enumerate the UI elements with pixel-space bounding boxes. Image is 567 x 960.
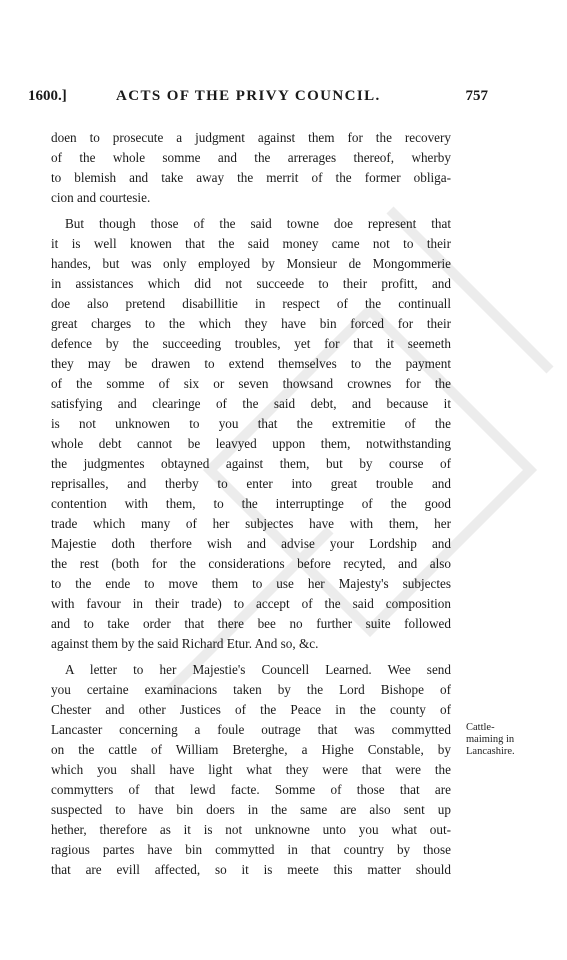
- text-line: commytters of that lewd facte. Somme of those that are: [51, 782, 451, 797]
- text-line: cion and courtesie.: [51, 190, 151, 205]
- text-line: Majestie doth therfore wish and advise your Lordship and: [51, 536, 451, 551]
- running-header: [28, 88, 488, 112]
- text-line: trade which many of her subjectes have with them, her: [51, 516, 451, 531]
- text-line: the judgmentes obtayned against them, but by course of: [51, 456, 451, 471]
- text-line: and to take order that there bee no further suite followed: [51, 616, 451, 631]
- margin-note-line: Lancashire.: [466, 746, 515, 757]
- text-line: hether, therefore as it is not unknowne unto you what out-: [51, 822, 451, 837]
- text-line: you certaine examinacions taken by the Lord Bishope of: [51, 682, 451, 697]
- text-line: to blemish and take away the merrit of the former obliga-: [51, 170, 451, 185]
- text-line: doe also pretend disabillitie in respect of the continuall: [51, 296, 451, 311]
- text-line: defence by the succeeding troubles, yet for that it seemeth: [51, 336, 451, 351]
- text-line: doen to prosecute a judgment against them for the recovery: [51, 130, 451, 145]
- text-line: that are evill affected, so it is meete this matter should: [51, 862, 451, 877]
- paragraph: [51, 660, 451, 880]
- text-line: it is well knowen that the said money came not to their: [51, 236, 451, 251]
- text-line: of the whole somme and the arrerages thereof, wherby: [51, 150, 451, 165]
- header-year: 1600.]: [28, 88, 67, 104]
- text-line: satisfying and clearinge of the said debt, and because it: [51, 396, 451, 411]
- body-text: [51, 128, 451, 880]
- text-line: But though those of the said towne doe represent that: [65, 216, 451, 231]
- text-line: with favour in their trade) to accept of the said composition: [51, 596, 451, 611]
- text-line: they may be drawen to extend themselves to the payment: [51, 356, 451, 371]
- text-line: ragious partes have bin commytted in that country by those: [51, 842, 451, 857]
- text-line: Chester and other Justices of the Peace in the county of: [51, 702, 451, 717]
- text-line: suspected to have bin doers in the same are also sent up: [51, 802, 451, 817]
- text-line: in assistances which did not succeede to their profitt, and: [51, 276, 451, 291]
- paragraph: [51, 214, 451, 654]
- text-line: to the ende to move them to use her Majesty's subjectes: [51, 576, 451, 591]
- text-line: of the somme of six or seven thowsand crownes for the: [51, 376, 451, 391]
- margin-note-line: Cattle-: [466, 722, 495, 733]
- text-line: handes, but was only employed by Monsieur de Mongommerie: [51, 256, 451, 271]
- paragraph: [51, 128, 451, 208]
- text-line: whole debt cannot be leavyed uppon them, notwithstanding: [51, 436, 451, 451]
- page-number: 757: [465, 88, 488, 104]
- text-line: contention with them, to the interruptinge of the good: [51, 496, 451, 511]
- text-line: the rest (both for the considerations before recyted, and also: [51, 556, 451, 571]
- text-line: reprisalles, and therby to enter into great trouble and: [51, 476, 451, 491]
- margin-note-line: maiming in: [466, 734, 515, 745]
- text-line: on the cattle of William Breterghe, a Highe Constable, by: [51, 742, 451, 757]
- text-line: great charges to the which they have bin forced for their: [51, 316, 451, 331]
- text-line: is not unknowen to you that the extremitie of the: [51, 416, 451, 431]
- text-line: which you shall have light what they were that were the: [51, 762, 451, 777]
- margin-note: [466, 722, 526, 758]
- text-line: Lancaster concerning a foule outrage that was commytted: [51, 722, 451, 737]
- header-title: ACTS OF THE PRIVY COUNCIL.: [116, 88, 381, 104]
- text-line: A letter to her Majestie's Councell Learned. Wee send: [65, 662, 451, 677]
- text-line: against them by the said Richard Etur. And so, &c.: [51, 636, 319, 651]
